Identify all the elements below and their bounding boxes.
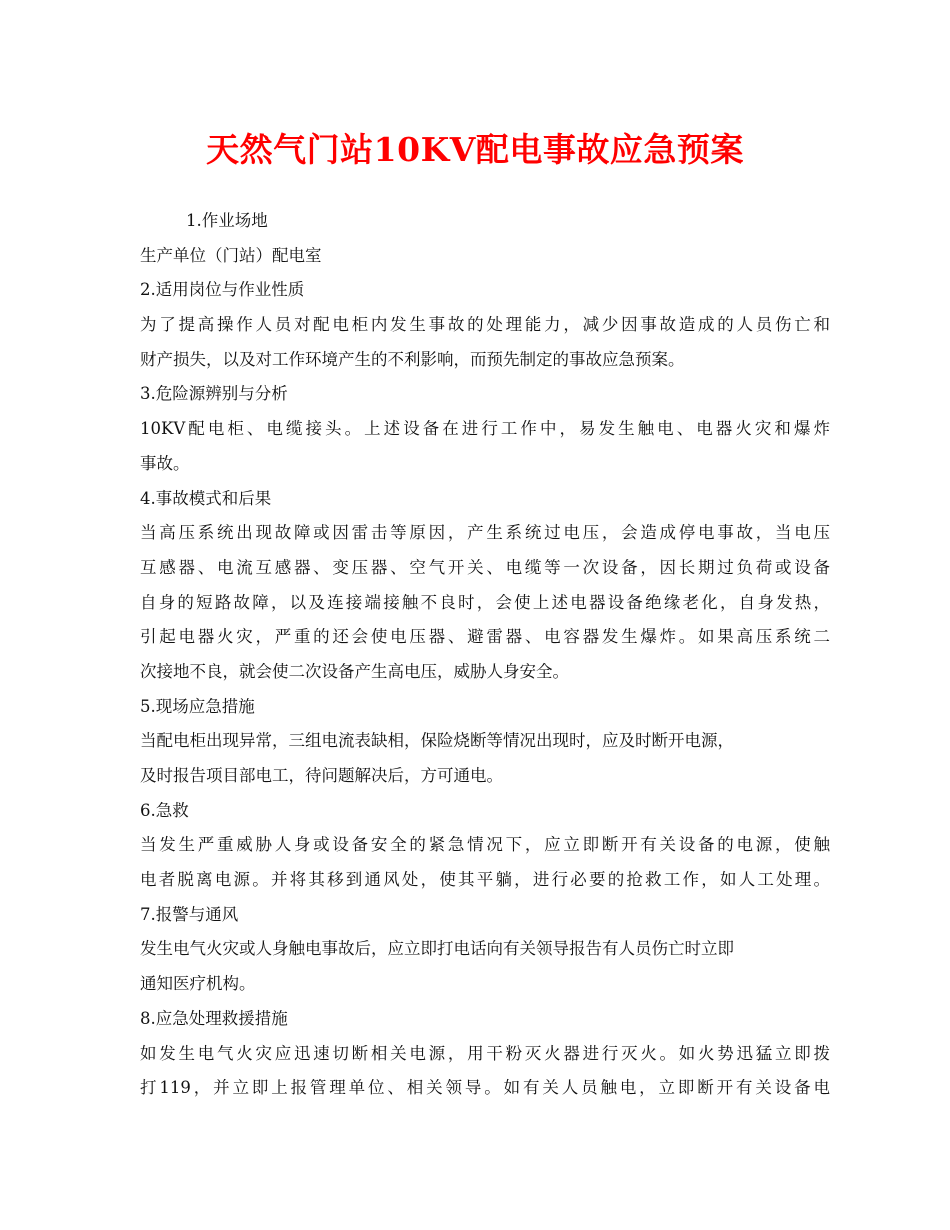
body-line: 电者脱离电源。并将其移到通风处，使其平躺，进行必要的抢救工作，如人工处理。 — [140, 870, 830, 890]
body-line: 6.急救 — [140, 800, 189, 820]
document-body — [140, 204, 830, 1106]
body-line: 10KV配电柜、电缆接头。上述设备在进行工作中，易发生触电、电器火灾和爆炸 — [140, 419, 830, 439]
body-line: 7.报警与通风 — [140, 904, 239, 924]
body-line: 事故。 — [140, 453, 190, 473]
body-line: 及时报告项目部电工，待问题解决后，方可通电。 — [140, 766, 503, 785]
body-line: 通知医疗机构。 — [140, 974, 256, 994]
body-line: 财产损失，以及对工作环境产生的不利影响，而预先制定的事故应急预案。 — [140, 349, 685, 369]
body-line: 当发生严重威胁人身或设备安全的紧急情况下，应立即断开有关设备的电源，使触 — [140, 835, 830, 855]
body-line: 3.危险源辨别与分析 — [140, 384, 288, 404]
body-line: 为了提高操作人员对配电柜内发生事故的处理能力，减少因事故造成的人员伤亡和 — [140, 315, 830, 335]
body-line: 次接地不良，就会使二次设备产生高电压，威胁人身安全。 — [140, 661, 569, 681]
document-title: 天然气门站10KV配电事故应急预案 — [206, 130, 744, 169]
body-line: 如发生电气火灾应迅速切断相关电源，用干粉灭火器进行灭火。如火势迅猛立即拨 — [140, 1043, 830, 1063]
body-line: 打119，并立即上报管理单位、相关领导。如有关人员触电，立即断开有关设备电 — [140, 1078, 830, 1098]
body-line: 当配电柜出现异常，三组电流表缺相，保险烧断等情况出现时，应及时断开电源， — [140, 731, 734, 751]
body-line: 1.作业场地 — [186, 211, 268, 230]
body-line: 8.应急处理救援措施 — [140, 1008, 288, 1028]
body-line: 自身的短路故障，以及连接端接触不良时，会使上述电器设备绝缘老化，自身发热， — [140, 592, 830, 612]
body-line: 当高压系统出现故障或因雷击等原因，产生系统过电压，会造成停电事故，当电压 — [140, 523, 830, 543]
body-line: 引起电器火灾，严重的还会使电压器、避雷器、电容器发生爆炸。如果高压系统二 — [140, 627, 830, 647]
body-line: 2.适用岗位与作业性质 — [140, 280, 305, 300]
body-line: 4.事故模式和后果 — [140, 488, 272, 508]
body-line: 发生电气火灾或人身触电事故后，应立即打电话向有关领导报告有人员伤亡时立即 — [140, 939, 734, 959]
body-line: 互感器、电流互感器、变压器、空气开关、电缆等一次设备，因长期过负荷或设备 — [140, 557, 830, 577]
body-line: 5.现场应急措施 — [140, 696, 255, 716]
body-line: 生产单位（门站）配电室 — [140, 245, 322, 265]
